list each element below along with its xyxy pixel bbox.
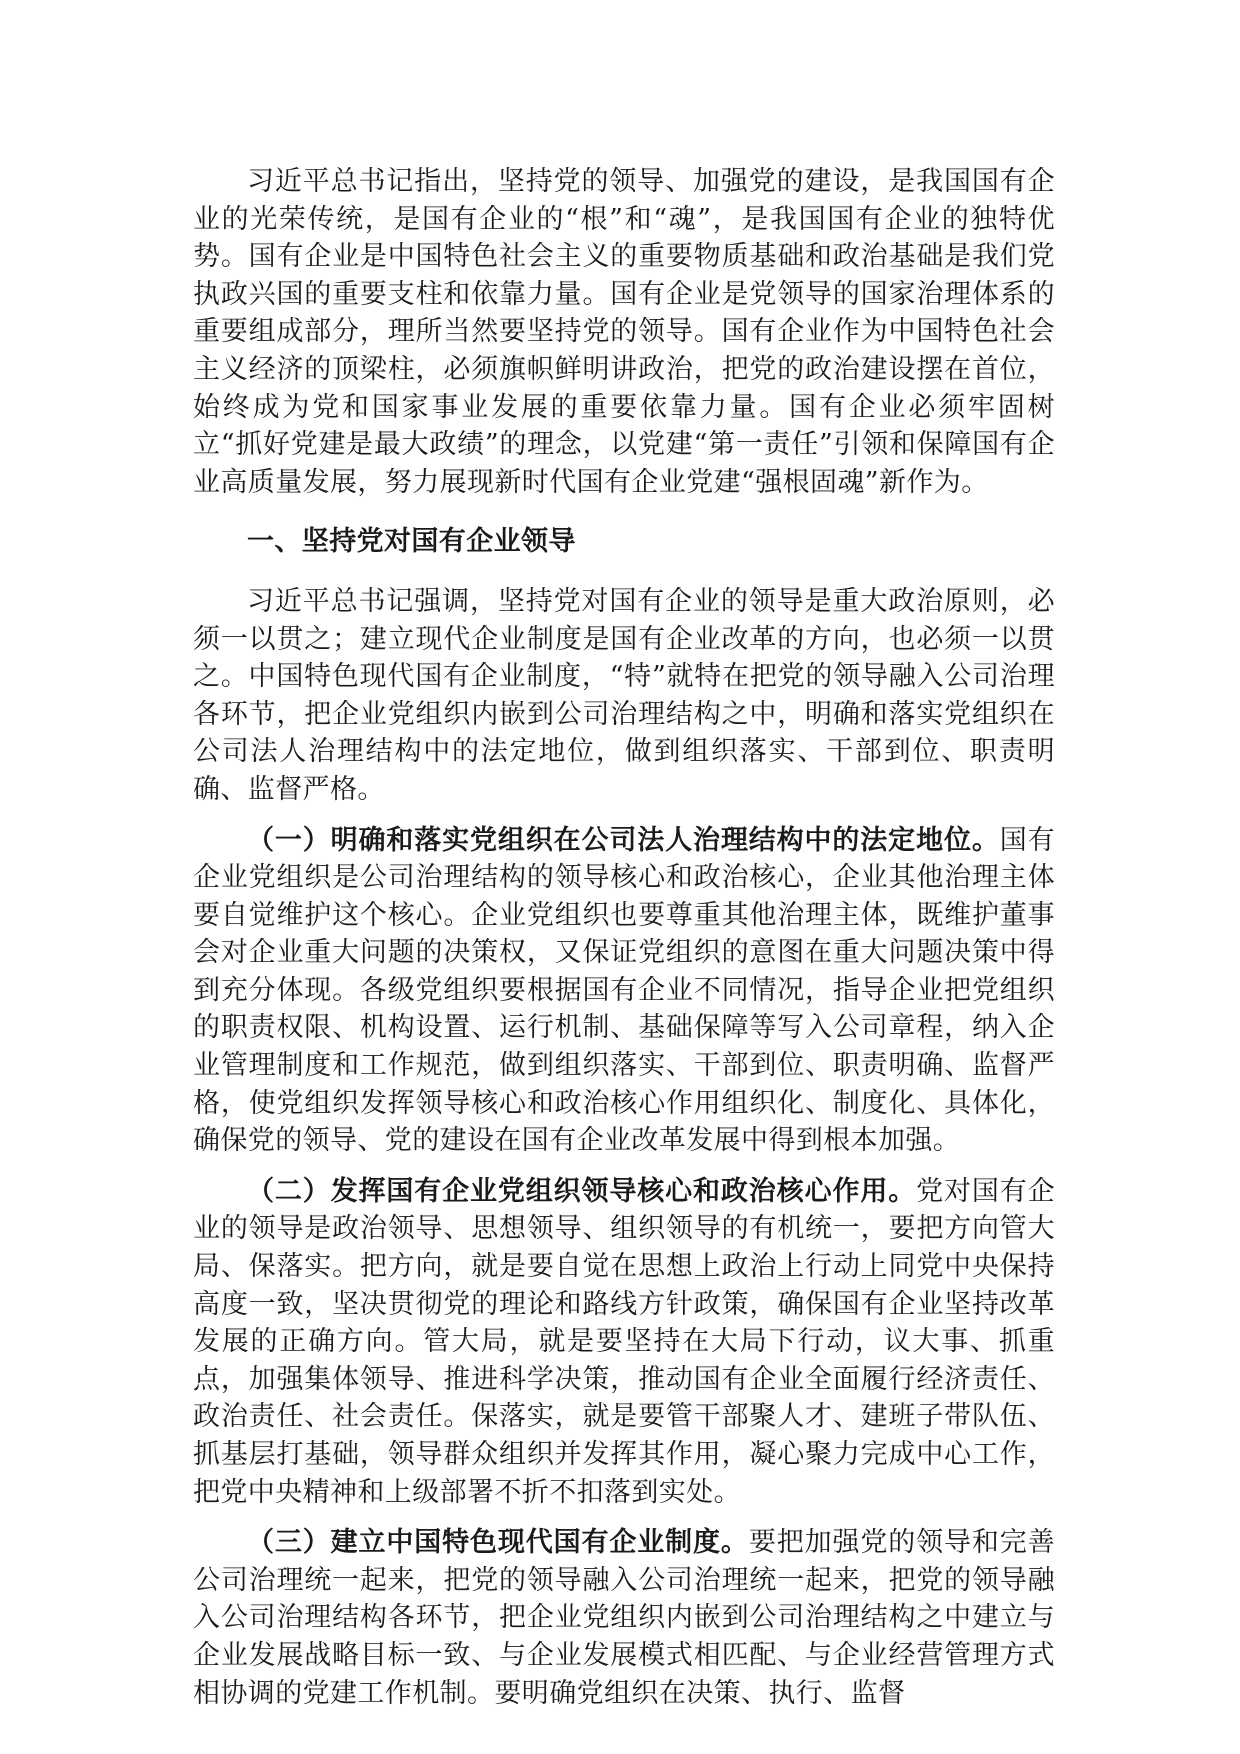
subsection-lead-1: （一）明确和落实党组织在公司法人治理结构中的法定地位。 <box>247 824 1000 856</box>
document-body <box>193 163 1055 1725</box>
section-paragraph: 习近平总书记强调，坚持党对国有企业的领导是重大政治原则，必须一以贯之；建立现代企业制度是国有企业改革的方向，也必须一以贯之。中国特色现代国有企业制度，“特”就特在把党的领导融入公司治理各环节，把企业党组织内嵌到公司治理结构之中，明确和落实党组织在公司法人治理结构中的法定地位，做到组织落实、干部到位、职责明确、监督严格。 <box>193 585 1055 805</box>
subsection-lead-2: （二）发挥国有企业党组织领导核心和政治核心作用。 <box>247 1175 917 1207</box>
section-heading: 一、坚持党对国有企业领导 <box>247 526 576 558</box>
subsection-paragraph-1 <box>193 822 1055 1160</box>
subsection-body-2: 党对国有企业的领导是政治领导、思想领导、组织领导的有机统一，要把方向管大局、保落实。把方向，就是要自觉在思想上政治上行动上同党中央保持高度一致，坚决贯彻党的理论和路线方针政策，确保国有企业坚持改革发展的正确方向。管大局，就是要坚持在大局下行动，议大事、抓重点，加强集体领导、推进科学决策，推动国有企业全面履行经济责任、政治责任、社会责任。保落实，就是要管干部聚人才、建班子带队伍、抓基层打基础，领导群众组织并发挥其作用，凝心聚力完成中心工作，把党中央精神和上级部署不折不扣落到实处。 <box>193 1175 1055 1508</box>
intro-paragraph: 习近平总书记指出，坚持党的领导、加强党的建设，是我国国有企业的光荣传统，是国有企业的“根”和“魂”，是我国国有企业的独特优势。国有企业是中国特色社会主义的重要物质基础和政治基础是我们党执政兴国的重要支柱和依靠力量。国有企业是党领导的国家治理体系的重要组成部分，理所当然要坚持党的领导。国有企业作为中国特色社会主义经济的顶梁柱，必须旗帜鲜明讲政治，把党的政治建设摆在首位，始终成为党和国家事业发展的重要依靠力量。国有企业必须牢固树立“抓好党建是最大政绩”的理念，以党建“第一责任”引领和保障国有企业高质量发展，努力展现新时代国有企业党建“强根固魂”新作为。 <box>193 166 1055 498</box>
subsection-lead-3: （三）建立中国特色现代国有企业制度。 <box>247 1527 749 1559</box>
subsection-body-3: 要把加强党的领导和完善公司治理统一起来，把党的领导融入公司治理统一起来，把党的领导融入公司治理结构各环节，把企业党组织内嵌到公司治理结构之中建立与企业发展战略目标一致、与企业发展模式相匹配、与企业经营管理方式相协调的党建工作机制。要明确党组织在决策、执行、监督 <box>193 1527 1055 1709</box>
subsection-paragraph-3 <box>193 1524 1055 1712</box>
subsection-paragraph-2 <box>193 1173 1055 1511</box>
subsection-body-1: 国有企业党组织是公司治理结构的领导核心和政治核心，企业其他治理主体要自觉维护这个核心。企业党组织也要尊重其他治理主体，既维护董事会对企业重大问题的决策权，又保证党组织的意图在重大问题决策中得到充分体现。各级党组织要根据国有企业不同情况，指导企业把党组织的职责权限、机构设置、运行机制、基础保障等写入公司章程，纳入企业管理制度和工作规范，做到组织落实、干部到位、职责明确、监督严格，使党组织发挥领导核心和政治核心作用组织化、制度化、具体化，确保党的领导、党的建设在国有企业改革发展中得到根本加强。 <box>193 824 1055 1157</box>
